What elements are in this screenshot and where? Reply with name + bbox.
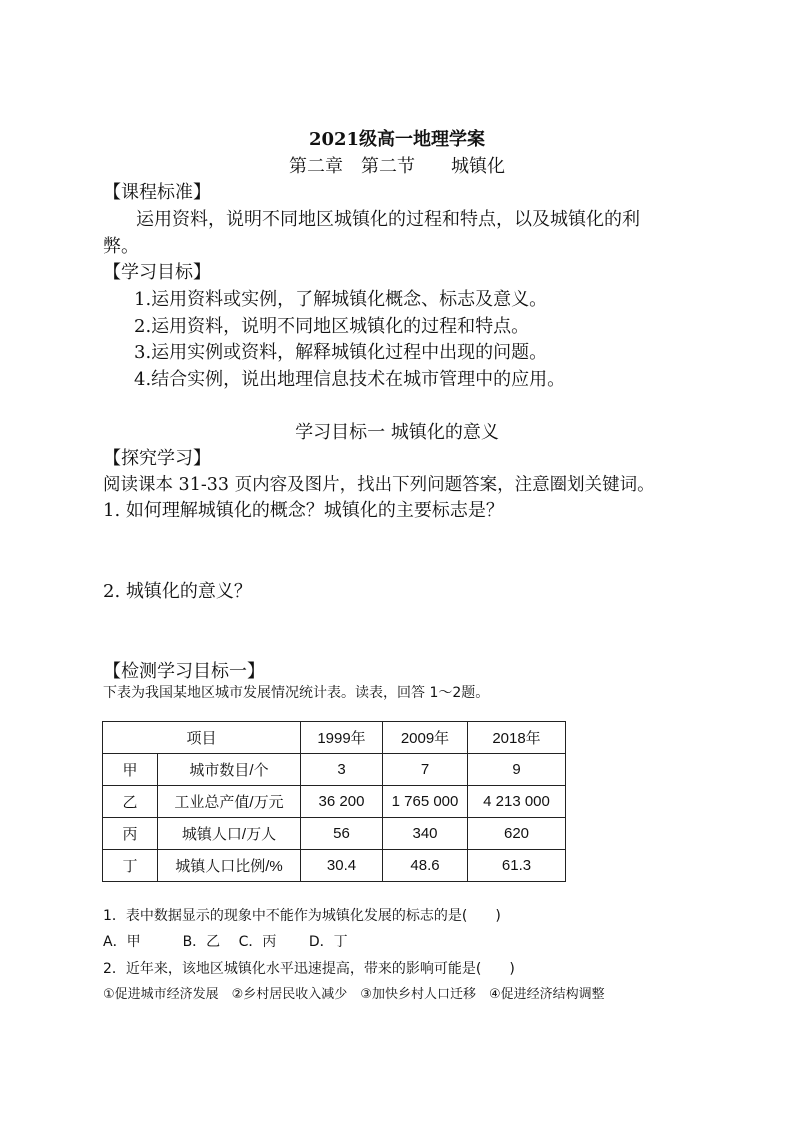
table-row bbox=[103, 850, 566, 882]
table-cell: 9 bbox=[468, 754, 566, 786]
mc-question-2-options: ①促进城市经济发展 ②乡村居民收入减少 ③加快乡村人口迁移 ④促进经济结构调整 bbox=[103, 987, 605, 1002]
objective-item: 4.结合实例，说出地理信息技术在城市管理中的应用。 bbox=[134, 369, 566, 390]
table-row bbox=[103, 818, 566, 850]
city-development-table bbox=[102, 721, 566, 882]
mc-question-1: 1．表中数据显示的现象中不能作为城镇化发展的标志的是( ) bbox=[103, 908, 501, 924]
curriculum-heading: 【课程标准】 bbox=[103, 182, 211, 203]
section-title: 学习目标一 城镇化的意义 bbox=[295, 422, 499, 443]
question-2: 2. 城镇化的意义？ bbox=[103, 581, 252, 602]
table-cell: 36 200 bbox=[301, 786, 383, 818]
table-cell: 56 bbox=[301, 818, 383, 850]
row-code-cell: 丁 bbox=[103, 850, 158, 882]
table-cell: 30.4 bbox=[301, 850, 383, 882]
objectives-heading: 【学习目标】 bbox=[103, 262, 211, 283]
table-cell: 3 bbox=[301, 754, 383, 786]
reading-instruction: 阅读课本 31-33 页内容及图片，找出下列问题答案，注意圈划关键词。 bbox=[103, 475, 655, 495]
row-item-cell: 城市数目/个 bbox=[158, 754, 301, 786]
curriculum-text-line2: 弊。 bbox=[103, 236, 139, 257]
table-header-cell: 2018年 bbox=[468, 722, 566, 754]
table-cell: 61.3 bbox=[468, 850, 566, 882]
mc-question-1-options: A．甲 B．乙 C．丙 D．丁 bbox=[103, 934, 348, 950]
question-1: 1. 如何理解城镇化的概念？城镇化的主要标志是？ bbox=[103, 500, 504, 521]
table-header-cell: 项目 bbox=[103, 722, 301, 754]
table-cell: 340 bbox=[383, 818, 468, 850]
row-item-cell: 城镇人口/万人 bbox=[158, 818, 301, 850]
table-cell: 620 bbox=[468, 818, 566, 850]
test-heading: 【检测学习目标一】 bbox=[103, 661, 265, 682]
row-code-cell: 甲 bbox=[103, 754, 158, 786]
curriculum-text-line1: 运用资料，说明不同地区城镇化的过程和特点，以及城镇化的利 bbox=[136, 209, 640, 230]
objective-item: 2.运用资料，说明不同地区城镇化的过程和特点。 bbox=[134, 316, 530, 337]
table-cell: 1 765 000 bbox=[383, 786, 468, 818]
table-intro: 下表为我国某地区城市发展情况统计表。读表，回答 1～2题。 bbox=[103, 685, 490, 701]
row-item-cell: 工业总产值/万元 bbox=[158, 786, 301, 818]
explore-heading: 【探究学习】 bbox=[103, 448, 211, 469]
document-title: 2021级高一地理学案 bbox=[308, 129, 486, 150]
table-header-row bbox=[103, 722, 566, 754]
table-row bbox=[103, 754, 566, 786]
table-row bbox=[103, 786, 566, 818]
row-code-cell: 丙 bbox=[103, 818, 158, 850]
row-item-cell: 城镇人口比例/% bbox=[158, 850, 301, 882]
table-header-cell: 2009年 bbox=[383, 722, 468, 754]
table-cell: 7 bbox=[383, 754, 468, 786]
chapter-subtitle: 第二章 第二节 城镇化 bbox=[289, 156, 505, 177]
objective-item: 1.运用资料或实例，了解城镇化概念、标志及意义。 bbox=[134, 289, 548, 310]
mc-question-2: 2．近年来，该地区城镇化水平迅速提高，带来的影响可能是( ) bbox=[103, 961, 515, 977]
table-cell: 48.6 bbox=[383, 850, 468, 882]
table-header-cell: 1999年 bbox=[301, 722, 383, 754]
table-cell: 4 213 000 bbox=[468, 786, 566, 818]
objective-item: 3.运用实例或资料，解释城镇化过程中出现的问题。 bbox=[134, 342, 548, 363]
row-code-cell: 乙 bbox=[103, 786, 158, 818]
